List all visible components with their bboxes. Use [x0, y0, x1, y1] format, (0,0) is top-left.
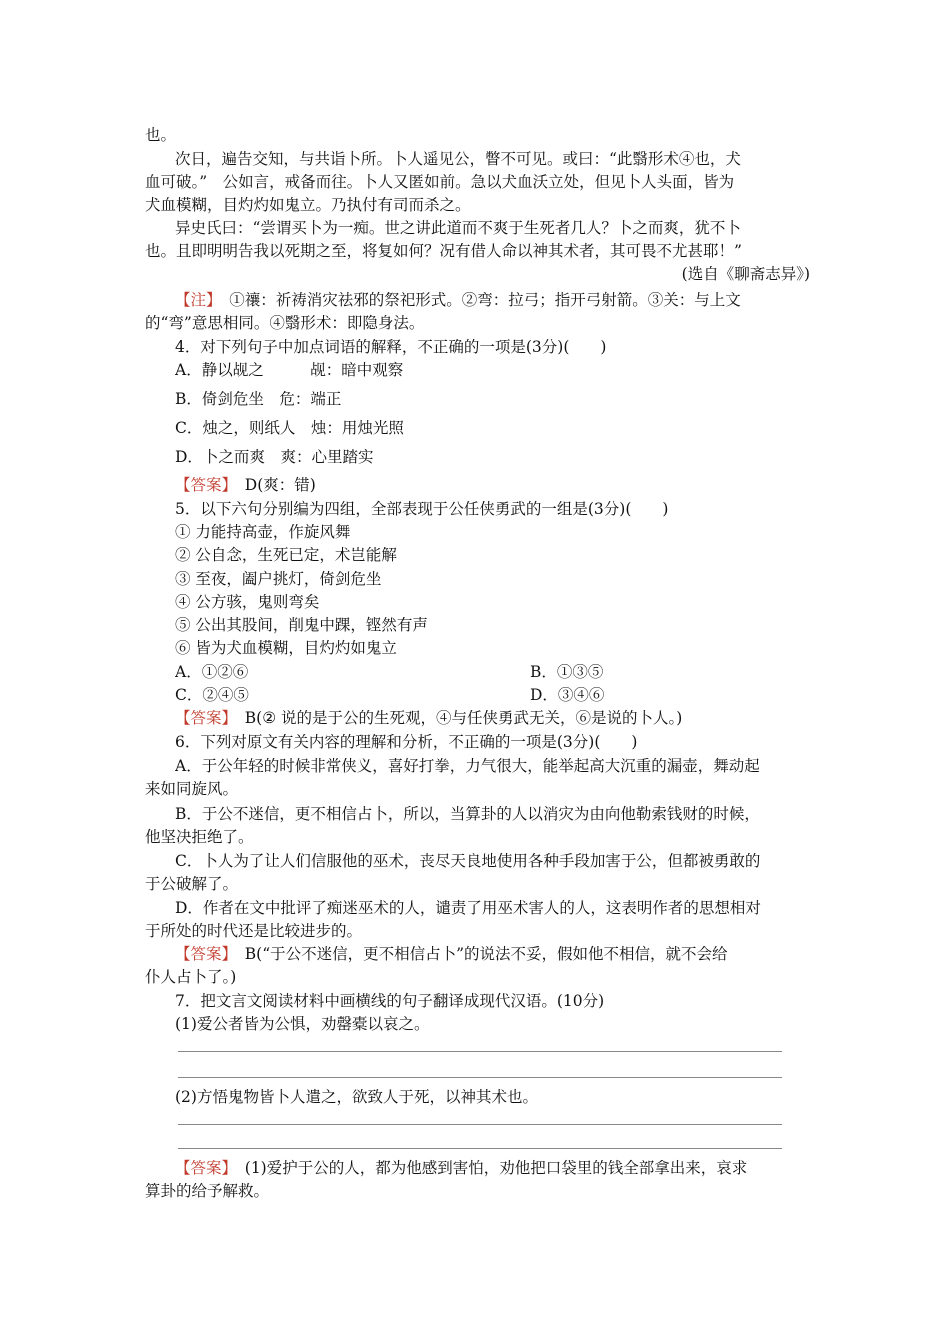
q5-option-c: C．②④⑤: [175, 686, 249, 704]
q5-item: ④ 公方骇，鬼则弯矣: [175, 593, 320, 611]
q5-options-row: [175, 661, 840, 683]
option-text: B．倚剑: [175, 390, 233, 408]
answer-blank-line[interactable]: [178, 1051, 782, 1052]
answer-tag: 【答案】: [175, 709, 230, 727]
q6-option-c-cont: 于公破解了。: [145, 875, 239, 893]
q5-option-d: D．③④⑥: [530, 686, 605, 704]
q7-sentence-2: (2)方悟鬼物皆卜人遣之，欲致人于死，以神其术也。: [175, 1088, 538, 1106]
q6-option-b-cont: 他坚决拒绝了。: [145, 828, 254, 846]
answer-text: D(爽：错): [229, 476, 316, 494]
note-line: 的“弯”意思相同。④翳形术：即隐身法。: [145, 314, 425, 332]
option-text: C．: [175, 419, 203, 437]
q4-option-d: [175, 446, 840, 468]
q5-item: ③ 至夜，阖户挑灯，倚剑危坐: [175, 570, 382, 588]
q6-option-a: A．于公年轻的时候非常侠义，喜好打拳，力气很大，能举起高大沉重的漏壶，舞动起: [175, 757, 760, 775]
dotted-word: 烛: [202, 419, 218, 437]
q6-option-a-cont: 来如同旋风。: [145, 780, 239, 798]
answer-text: B(“于公不迷信，更不相信占卜”的说法不妥，假如他不相信，就不会给: [229, 945, 728, 963]
note-line: [175, 289, 840, 311]
answer-tag: 【答案】: [175, 476, 230, 494]
q5-option-a: A．①②⑥: [175, 663, 249, 681]
option-text: 之，则纸人 烛：用烛光照: [217, 419, 404, 437]
q6-option-d-cont: 于所处的时代还是比较进步的。: [145, 922, 363, 940]
q4-option-a: [175, 359, 840, 381]
option-text: 之 觇：暗中观察: [248, 361, 404, 379]
text-line: 也。且即明明告我以死期之至，将复如何？况有借人命以神其术者，其可畏不尤甚耶！”: [145, 242, 742, 260]
question-6-stem: 6．下列对原文有关内容的理解和分析，不正确的一项是(3分)( ): [175, 733, 638, 751]
question-5-stem: 5．以下六句分别编为四组，全部表现于公任侠勇武的一组是(3分)( ): [175, 500, 669, 518]
q5-option-b: B．①③⑤: [530, 663, 604, 681]
q6-answer-cont: 仆人占卜了。): [145, 968, 237, 986]
dotted-word: 爽: [249, 448, 265, 466]
q7-answer: [175, 1157, 840, 1179]
text-line: 次日，遍告交知，与共诣卜所。卜人遥见公，瞥不可见。或曰：“此翳形术④也，犬: [175, 150, 741, 168]
question-7-stem: 7．把文言文阅读材料中画横线的句子翻译成现代汉语。(10分): [175, 992, 605, 1010]
q7-answer-cont: 算卦的给予解救。: [145, 1182, 270, 1200]
q5-item: ① 力能持高壶，作旋风舞: [175, 523, 351, 541]
q6-option-c: C．卜人为了让人们信服他的巫术，丧尽天良地使用各种手段加害于公，但都被勇敢的: [175, 852, 761, 870]
text-line: 犬血模糊，目灼灼如鬼立。乃执付有司而杀之。: [145, 196, 471, 214]
note-text: ①禳：祈祷消灾祛邪的祭祀形式。②弯：拉弓；指开弓射箭。③关：与上文: [213, 291, 741, 309]
q5-answer: [175, 707, 840, 729]
q5-item: ⑤ 公出其股间，削鬼中踝，铿然有声: [175, 616, 428, 634]
text-line: 血可破。” 公如言，戒备而往。卜人又匿如前。急以犬血沃立处，但见卜人头面，皆为: [145, 173, 735, 191]
answer-text: (1)爱护于公的人，都为他感到害怕，劝他把口袋里的钱全部拿出来，哀求: [229, 1159, 748, 1177]
q7-sentence-1: (1)爱公者皆为公惧，劝罄橐以哀之。: [175, 1015, 430, 1033]
q4-answer: [175, 474, 840, 496]
answer-tag: 【答案】: [175, 1159, 230, 1177]
answer-blank-line[interactable]: [178, 1148, 782, 1149]
q4-option-c: [175, 417, 840, 439]
answer-blank-line[interactable]: [178, 1124, 782, 1125]
q6-option-b: B．于公不迷信，更不相信占卜，所以，当算卦的人以消灾为由向他勒索钱财的时候，: [175, 805, 760, 823]
dotted-word: 觇: [232, 361, 249, 379]
text-line: 也。: [145, 126, 177, 144]
q5-item: ⑥ 皆为犬血模糊，目灼灼如鬼立: [175, 639, 397, 657]
option-text: 爽：心里踏实: [264, 448, 374, 466]
q5-item: ② 公自念，生死已定，术岂能解: [175, 546, 397, 564]
option-text: 坐 危：端正: [248, 390, 342, 408]
option-text: A．静以: [175, 361, 233, 379]
dotted-word: 危: [232, 390, 249, 408]
answer-blank-line[interactable]: [178, 1077, 782, 1078]
option-text: D．卜之而: [175, 448, 250, 466]
answer-text: B(② 说的是于公的生死观，④与任侠勇武无关，⑥是说的卜人。): [229, 709, 683, 727]
q6-option-d: D．作者在文中批评了痴迷巫术的人，谴责了用巫术害人的人，这表明作者的思想相对: [175, 899, 761, 917]
source-citation: (选自《聊斋志异》): [681, 265, 810, 283]
q5-options-row: [175, 684, 840, 706]
note-tag: 【注】: [175, 291, 214, 309]
q6-answer: [175, 943, 840, 965]
question-4-stem: 4．对下列句子中加点词语的解释，不正确的一项是(3分)( ): [175, 338, 607, 356]
q4-option-b: [175, 388, 840, 410]
text-line: 异史氏曰：“尝谓买卜为一痴。世之讲此道而不爽于生死者几人？卜之而爽，犹不卜: [175, 219, 741, 237]
answer-tag: 【答案】: [175, 945, 230, 963]
